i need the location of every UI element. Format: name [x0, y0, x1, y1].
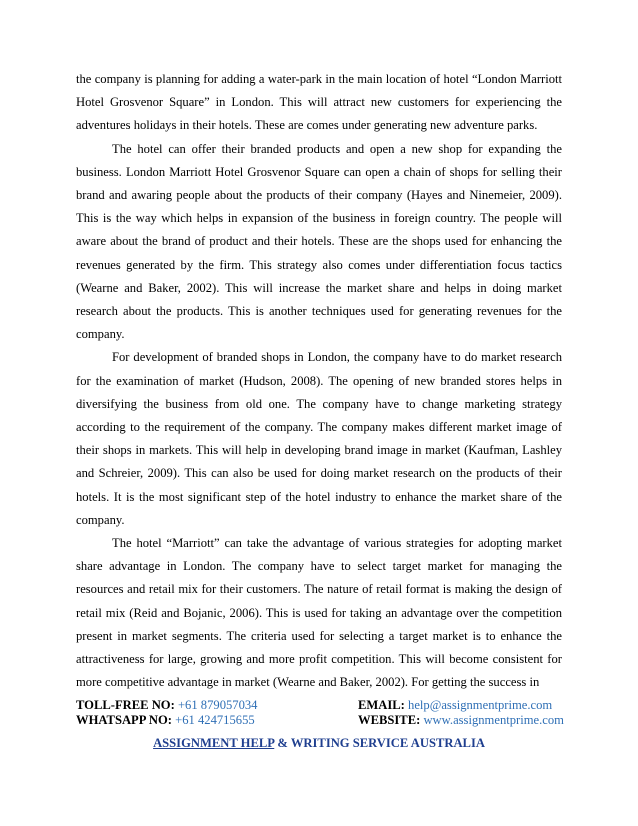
paragraph-3: For development of branded shops in London, the company have to do market research for the examination of market (Hudson, 2008). The opening of new branded stores helps in diversifying the business from old one. The company have to change marketing strategy according to the requirement of the company. The company makes different market image of their shops in markets. This will help in developing brand image in market (Kaufman, Lashley and Schreier, 2009). This can also be used for doing market research on the products of their hotels. It is the most significant step of the hotel industry to enhance the market share of the company. [76, 350, 562, 527]
footer-contacts [76, 698, 562, 728]
paragraph-4: The hotel “Marriott” can take the advantage of various strategies for adopting market share advantage in London. The company have to select target market for managing the resources and retail mix for their customers. The nature of retail format is making the design of retail mix (Reid and Bojanic, 2006). This is used for taking an advantage over the competition present in market segments. The criteria used for selecting a target market is to enhance the attractiveness for large, growing and more profit competition. This will become consistent for more competitive advantage in market (Wearne and Baker, 2002). For getting the success in [76, 536, 562, 690]
paragraph-2: The hotel can offer their branded products and open a new shop for expanding the business. London Marriott Hotel Grosvenor Square can open a chain of shops for selling their brand and awaring people about the products of their company (Hayes and Ninemeier, 2009). This is the way which helps in expansion of the business in foreign country. The people will aware about the brand of product and their hotels. These are the shops used for enhancing the revenues generated by the firm. This strategy also comes under differentiation focus tactics (Wearne and Baker, 2002). This will increase the market share and helps in doing market research about the products. This is another techniques used for generating revenues for the company. [76, 141, 562, 342]
whatsapp-contact [76, 713, 255, 728]
tollfree-number[interactable]: +61 879057034 [177, 698, 258, 712]
email-link[interactable]: help@assignmentprime.com [408, 698, 553, 712]
website-label: WEBSITE: [358, 713, 421, 727]
assignment-help-link[interactable]: ASSIGNMENT HELP [153, 736, 275, 750]
footer-banner [0, 736, 638, 751]
whatsapp-number[interactable]: +61 424715655 [175, 713, 255, 727]
document-body [76, 68, 562, 694]
website-contact [358, 713, 564, 728]
email-contact [358, 698, 552, 713]
tollfree-contact [76, 698, 257, 713]
banner-tagline: & WRITING SERVICE AUSTRALIA [274, 736, 485, 750]
tollfree-label: TOLL-FREE NO: [76, 698, 175, 712]
paragraph-1: the company is planning for adding a water-park in the main location of hotel “London Marriott Hotel Grosvenor Square” in London. This will attract new customers for experiencing the adventures holidays in their hotels. These are comes under generating new adventure parks. [76, 72, 562, 133]
whatsapp-label: WHATSAPP NO: [76, 713, 172, 727]
email-label: EMAIL: [358, 698, 405, 712]
contact-row-2 [76, 713, 562, 728]
contact-row-1 [76, 698, 562, 713]
website-link[interactable]: www.assignmentprime.com [423, 713, 564, 727]
